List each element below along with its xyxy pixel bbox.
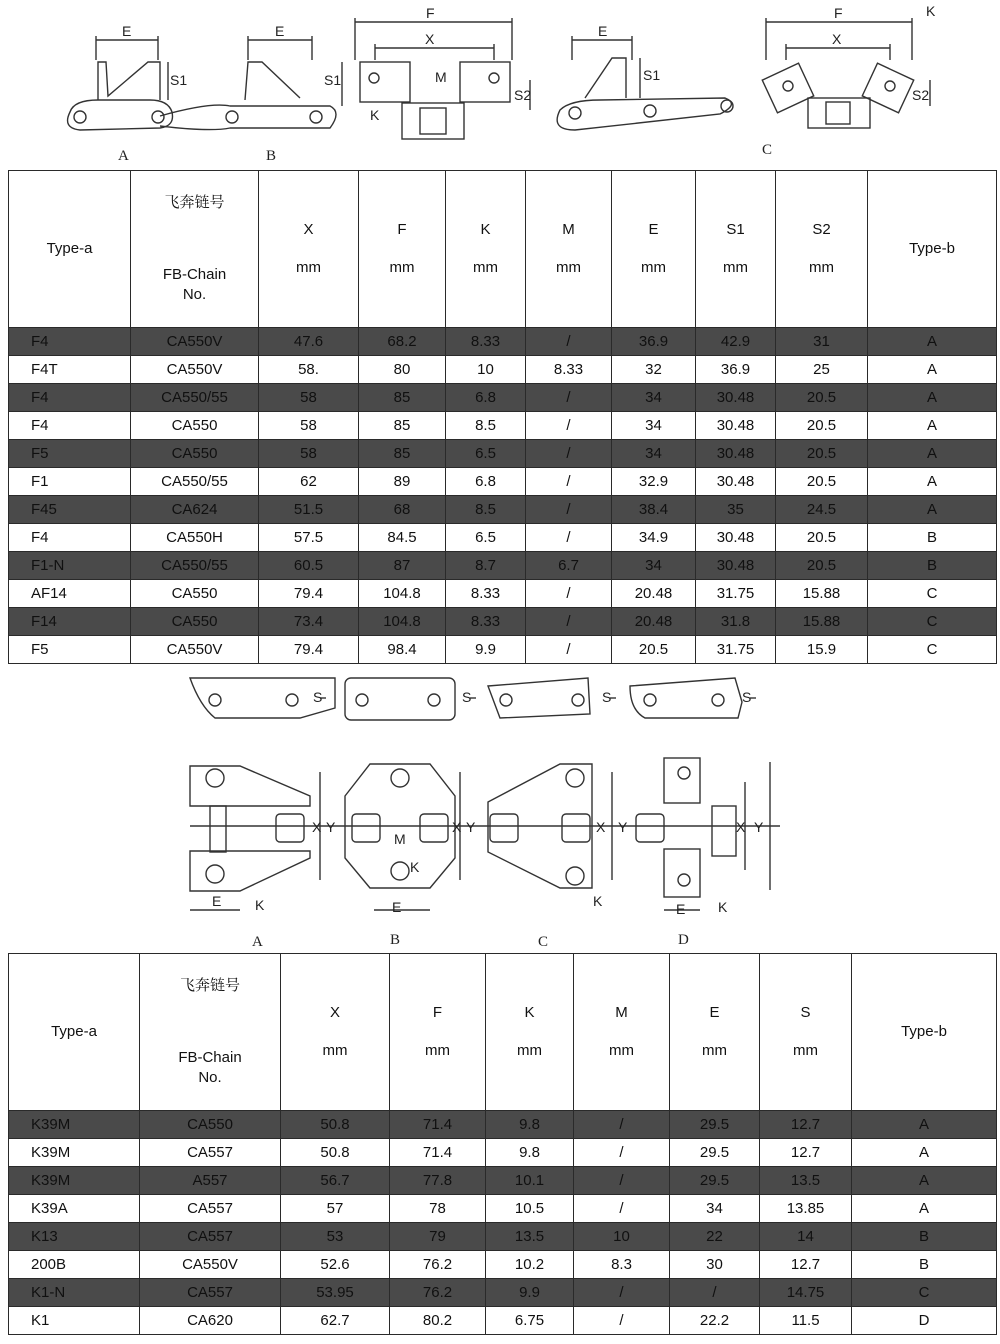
table-cell: AF14 [9, 580, 131, 608]
table-cell: 79.4 [259, 636, 359, 664]
table-cell: A [868, 356, 997, 384]
dim-label: F [426, 5, 435, 21]
table-row [9, 356, 997, 384]
table-cell: K39A [9, 1195, 140, 1223]
col-header: K mm [446, 171, 526, 328]
table-cell: 42.9 [696, 328, 776, 356]
dim-label: X [596, 819, 606, 835]
table-cell: 85 [359, 440, 446, 468]
table-row [9, 524, 997, 552]
table-cell: 62 [259, 468, 359, 496]
table-cell: 34.9 [612, 524, 696, 552]
col-header: F mm [359, 171, 446, 328]
col-header: X mm [281, 954, 390, 1111]
table-cell: 35 [696, 496, 776, 524]
dim-label: K [718, 899, 728, 915]
table-cell: / [670, 1279, 760, 1307]
table-cell: B [852, 1223, 997, 1251]
table-cell: 57 [281, 1195, 390, 1223]
dim-label: S [602, 689, 612, 705]
col-header: E mm [612, 171, 696, 328]
table-cell: D [852, 1307, 997, 1335]
table-row [9, 1307, 997, 1335]
table-cell: CA557 [140, 1139, 281, 1167]
table-cell: 76.2 [390, 1279, 486, 1307]
table-cell: F4 [9, 412, 131, 440]
table-cell: 14 [760, 1223, 852, 1251]
table-cell: 20.5 [776, 384, 868, 412]
table-row [9, 608, 997, 636]
col-header: F mm [390, 954, 486, 1111]
table-cell: 10.1 [486, 1167, 574, 1195]
table-cell: 6.7 [526, 552, 612, 580]
dim-label: K [255, 897, 265, 913]
table-cell: 77.8 [390, 1167, 486, 1195]
table-cell: / [574, 1279, 670, 1307]
table-cell: A [868, 328, 997, 356]
table-cell: 36.9 [612, 328, 696, 356]
table-cell: 12.7 [760, 1139, 852, 1167]
table-cell: 104.8 [359, 608, 446, 636]
table-cell: 50.8 [281, 1111, 390, 1139]
table-cell: 30 [670, 1251, 760, 1279]
dim-label: X [312, 819, 322, 835]
table-row [9, 552, 997, 580]
table-cell: 11.5 [760, 1307, 852, 1335]
table-cell: / [526, 440, 612, 468]
table-cell: CA550 [131, 412, 259, 440]
table-cell: F5 [9, 636, 131, 664]
table-cell: 24.5 [776, 496, 868, 524]
table-row [9, 1111, 997, 1139]
table-cell: A [852, 1111, 997, 1139]
table-row [9, 1279, 997, 1307]
table-cell: / [574, 1167, 670, 1195]
table-cell: CA557 [140, 1195, 281, 1223]
table-cell: 104.8 [359, 580, 446, 608]
table-cell: 10.5 [486, 1195, 574, 1223]
col-header: X mm [259, 171, 359, 328]
table-cell: B [852, 1251, 997, 1279]
table-cell: 9.9 [486, 1279, 574, 1307]
type-letter: A [118, 148, 129, 164]
table-cell: 25 [776, 356, 868, 384]
table-cell: F45 [9, 496, 131, 524]
table-cell: A [868, 412, 997, 440]
dim-label: M [394, 831, 406, 847]
dim-label: K [410, 859, 420, 875]
table-cell: A [868, 384, 997, 412]
table-cell: CA550V [131, 328, 259, 356]
table-cell: F4 [9, 328, 131, 356]
table-cell: / [526, 496, 612, 524]
table-cell: F14 [9, 608, 131, 636]
table-cell: 9.8 [486, 1111, 574, 1139]
table-cell: B [868, 552, 997, 580]
dim-label: X [425, 31, 435, 47]
table-cell: 52.6 [281, 1251, 390, 1279]
dim-label: S [462, 689, 472, 705]
table-cell: 20.5 [776, 468, 868, 496]
table-cell: A [852, 1167, 997, 1195]
table-cell: CA550 [131, 608, 259, 636]
table-cell: 79.4 [259, 580, 359, 608]
table-cell: 8.33 [446, 328, 526, 356]
table-row [9, 384, 997, 412]
table-cell: 34 [612, 384, 696, 412]
table-cell: CA550V [131, 356, 259, 384]
table-cell: 68.2 [359, 328, 446, 356]
dim-label: K [593, 893, 603, 909]
table-cell: 20.48 [612, 580, 696, 608]
table-cell: A [868, 496, 997, 524]
table-cell: 56.7 [281, 1167, 390, 1195]
table-cell: 6.8 [446, 468, 526, 496]
table-header-row [9, 954, 997, 1111]
table-cell: 31.75 [696, 636, 776, 664]
dim-label: S [742, 689, 752, 705]
chain-attachment-diagram-bottom [0, 666, 1000, 952]
table-cell: 8.5 [446, 412, 526, 440]
table-cell: / [526, 608, 612, 636]
table-cell: 89 [359, 468, 446, 496]
table-cell: A [852, 1195, 997, 1223]
table-row [9, 496, 997, 524]
table-cell: 20.5 [776, 412, 868, 440]
dim-label: Y [326, 819, 336, 835]
col-header: K mm [486, 954, 574, 1111]
table-cell: 20.5 [612, 636, 696, 664]
dim-label: S1 [643, 67, 661, 83]
table-cell: 30.48 [696, 412, 776, 440]
table-cell: C [852, 1279, 997, 1307]
table-cell: 38.4 [612, 496, 696, 524]
table-cell: / [526, 636, 612, 664]
table-cell: A [868, 468, 997, 496]
table-cell: 58. [259, 356, 359, 384]
dim-label: S [313, 689, 323, 705]
table-cell: / [574, 1139, 670, 1167]
table-cell: 30.48 [696, 524, 776, 552]
table-cell: CA624 [131, 496, 259, 524]
table-cell: 10 [574, 1223, 670, 1251]
table-cell: 76.2 [390, 1251, 486, 1279]
dim-label: Y [754, 819, 764, 835]
table-cell: 34 [612, 552, 696, 580]
table-row [9, 440, 997, 468]
table-cell: 47.6 [259, 328, 359, 356]
table-cell: 15.88 [776, 608, 868, 636]
table-cell: 29.5 [670, 1139, 760, 1167]
table-header-row [9, 171, 997, 328]
type-letter: D [678, 932, 689, 948]
table-row [9, 1139, 997, 1167]
table-cell: CA620 [140, 1307, 281, 1335]
table-cell: 51.5 [259, 496, 359, 524]
table-cell: 6.5 [446, 440, 526, 468]
table-cell: 20.5 [776, 524, 868, 552]
table-cell: 50.8 [281, 1139, 390, 1167]
table-cell: A [852, 1139, 997, 1167]
table-cell: K1 [9, 1307, 140, 1335]
dim-label: S1 [170, 72, 188, 88]
table-cell: / [526, 524, 612, 552]
spec-table-2 [8, 953, 997, 1335]
table-cell: 32 [612, 356, 696, 384]
dim-label: K [926, 3, 936, 19]
table-cell: 15.88 [776, 580, 868, 608]
col-header: 飞奔链号 FB-Chain No. [140, 954, 281, 1111]
table-cell: F4 [9, 384, 131, 412]
table-cell: 32.9 [612, 468, 696, 496]
table-cell: 8.33 [446, 580, 526, 608]
table-cell: 34 [612, 440, 696, 468]
table-cell: 80 [359, 356, 446, 384]
table-cell: 30.48 [696, 384, 776, 412]
col-header: Type-b [868, 171, 997, 328]
type-letter: A [252, 934, 263, 950]
type-letter: C [762, 142, 773, 158]
table-cell: 22.2 [670, 1307, 760, 1335]
table-cell: / [526, 412, 612, 440]
type-letter: B [266, 148, 277, 164]
table-cell: 6.8 [446, 384, 526, 412]
table-row [9, 1223, 997, 1251]
table-cell: 84.5 [359, 524, 446, 552]
dim-label: S1 [324, 72, 342, 88]
table-cell: 6.75 [486, 1307, 574, 1335]
dim-label: E [392, 899, 402, 915]
table-cell: CA550 [131, 580, 259, 608]
table-cell: 8.33 [526, 356, 612, 384]
table-cell: A557 [140, 1167, 281, 1195]
table-cell: 60.5 [259, 552, 359, 580]
col-header: Type-a [9, 954, 140, 1111]
table-cell: 62.7 [281, 1307, 390, 1335]
table-cell: 85 [359, 412, 446, 440]
table-cell: 12.7 [760, 1111, 852, 1139]
table-cell: 58 [259, 384, 359, 412]
table-cell: B [868, 524, 997, 552]
dim-label: E [122, 23, 132, 39]
table-cell: 29.5 [670, 1167, 760, 1195]
table-cell: 15.9 [776, 636, 868, 664]
table-cell: C [868, 608, 997, 636]
table-cell: 73.4 [259, 608, 359, 636]
table-cell: 31 [776, 328, 868, 356]
table-cell: 29.5 [670, 1111, 760, 1139]
table-cell: 71.4 [390, 1111, 486, 1139]
table-cell: 13.85 [760, 1195, 852, 1223]
table-cell: 200B [9, 1251, 140, 1279]
table-cell: / [574, 1307, 670, 1335]
table-cell: 68 [359, 496, 446, 524]
col-header: Type-b [852, 954, 997, 1111]
dim-label: K [370, 107, 380, 123]
table-cell: 80.2 [390, 1307, 486, 1335]
table-cell: 13.5 [760, 1167, 852, 1195]
table-cell: 30.48 [696, 440, 776, 468]
table-cell: 98.4 [359, 636, 446, 664]
table-cell: F5 [9, 440, 131, 468]
col-header: M mm [526, 171, 612, 328]
table-cell: 6.5 [446, 524, 526, 552]
table-cell: 53 [281, 1223, 390, 1251]
dim-label: F [834, 5, 843, 21]
table-cell: C [868, 580, 997, 608]
table-cell: K39M [9, 1167, 140, 1195]
table-row [9, 328, 997, 356]
dim-label: X [832, 31, 842, 47]
table-cell: CA557 [140, 1279, 281, 1307]
table-cell: CA557 [140, 1223, 281, 1251]
table-cell: F4T [9, 356, 131, 384]
table-cell: 30.48 [696, 552, 776, 580]
table-row [9, 636, 997, 664]
dim-label: E [212, 893, 222, 909]
table-cell: / [526, 468, 612, 496]
table-cell: F1-N [9, 552, 131, 580]
table-cell: CA550/55 [131, 384, 259, 412]
table-cell: CA550H [131, 524, 259, 552]
table-cell: CA550V [140, 1251, 281, 1279]
table-cell: 8.5 [446, 496, 526, 524]
col-header: S2 mm [776, 171, 868, 328]
dim-label: E [598, 23, 608, 39]
spec-table-1 [8, 170, 997, 664]
table-row [9, 1167, 997, 1195]
table-cell: / [574, 1195, 670, 1223]
table-cell: 9.8 [486, 1139, 574, 1167]
table-cell: CA550 [140, 1111, 281, 1139]
table-cell: K39M [9, 1111, 140, 1139]
table-cell: / [526, 328, 612, 356]
dim-label: M [435, 69, 447, 85]
table-cell: 10.2 [486, 1251, 574, 1279]
table-cell: / [574, 1111, 670, 1139]
table-cell: 57.5 [259, 524, 359, 552]
dim-label: Y [466, 819, 476, 835]
table-cell: 58 [259, 412, 359, 440]
chain-attachment-diagram-top [0, 0, 1000, 170]
table-row [9, 412, 997, 440]
table-cell: 31.75 [696, 580, 776, 608]
table-cell: 10 [446, 356, 526, 384]
col-header: M mm [574, 954, 670, 1111]
type-letter: C [538, 934, 549, 950]
table-cell: 9.9 [446, 636, 526, 664]
col-header: E mm [670, 954, 760, 1111]
table-cell: 8.7 [446, 552, 526, 580]
table-cell: 8.33 [446, 608, 526, 636]
table-cell: K13 [9, 1223, 140, 1251]
table-cell: 14.75 [760, 1279, 852, 1307]
table-cell: 12.7 [760, 1251, 852, 1279]
table-cell: C [868, 636, 997, 664]
dim-label: X [736, 819, 746, 835]
table-cell: 34 [612, 412, 696, 440]
col-header: 飞奔链号 FB-Chain No. [131, 171, 259, 328]
table-cell: 20.5 [776, 440, 868, 468]
table-cell: 85 [359, 384, 446, 412]
table-row [9, 1195, 997, 1223]
dim-label: S2 [514, 87, 532, 103]
col-header: S mm [760, 954, 852, 1111]
table-cell: CA550 [131, 440, 259, 468]
col-header: Type-a [9, 171, 131, 328]
table-cell: CA550/55 [131, 552, 259, 580]
table-cell: / [526, 580, 612, 608]
dim-label: Y [618, 819, 628, 835]
table-cell: 34 [670, 1195, 760, 1223]
table-cell: 79 [390, 1223, 486, 1251]
table-row [9, 468, 997, 496]
table-cell: CA550V [131, 636, 259, 664]
table-cell: F1 [9, 468, 131, 496]
table-cell: 22 [670, 1223, 760, 1251]
table-cell: F4 [9, 524, 131, 552]
dim-label: E [676, 901, 686, 917]
dim-label: E [275, 23, 285, 39]
table-cell: CA550/55 [131, 468, 259, 496]
dim-label: X [452, 819, 462, 835]
table-cell: 13.5 [486, 1223, 574, 1251]
table-cell: / [526, 384, 612, 412]
table-cell: 20.5 [776, 552, 868, 580]
dim-label: S2 [912, 87, 930, 103]
table-cell: 30.48 [696, 468, 776, 496]
table-cell: K39M [9, 1139, 140, 1167]
table-cell: 71.4 [390, 1139, 486, 1167]
type-letter: B [390, 932, 401, 948]
col-header: S1 mm [696, 171, 776, 328]
table-row [9, 1251, 997, 1279]
table-cell: K1-N [9, 1279, 140, 1307]
table-row [9, 580, 997, 608]
table-cell: 58 [259, 440, 359, 468]
table-cell: 20.48 [612, 608, 696, 636]
table-cell: 87 [359, 552, 446, 580]
table-cell: 78 [390, 1195, 486, 1223]
table-cell: 36.9 [696, 356, 776, 384]
table-cell: 53.95 [281, 1279, 390, 1307]
table-cell: 31.8 [696, 608, 776, 636]
table-cell: A [868, 440, 997, 468]
table-cell: 8.3 [574, 1251, 670, 1279]
